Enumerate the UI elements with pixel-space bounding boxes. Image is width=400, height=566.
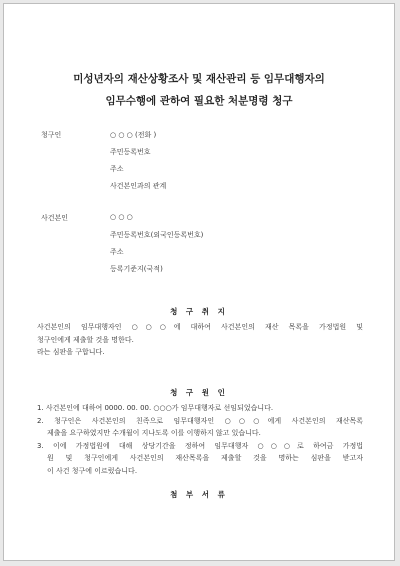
petitioner-address: 주소: [110, 165, 124, 173]
subject-name: ○ ○ ○: [110, 213, 133, 221]
subject-rrn: 주민등록번호(외국인등록번호): [110, 231, 204, 239]
document-title-line1: 미성년자의 재산상황조사 및 재산관리 등 임무대행자의: [73, 73, 325, 85]
cause-item-3-line-3: 이 사건 청구에 이르렀습니다.: [47, 466, 138, 475]
petitioner-label: 청구인: [41, 131, 62, 139]
cause-item-3-line-2: 원 및 청구인에게 사건본인의 재산목록을 제출할 것을 명하는 심판을 받고자: [47, 454, 363, 462]
subject-label: 사건본인: [41, 214, 69, 222]
cause-item-2-line-2: 제출을 요구하였지만 수개월이 지나도록 이를 이행하지 않고 있습니다.: [47, 429, 261, 437]
purpose-body: [37, 321, 363, 359]
cause-item-2-line-1: 2. 청구인은 사건본인의 친족으로 임무대행자인 ○○○에게 사건본인의 재산목록: [37, 416, 363, 425]
petitioner-relation: 사건본인과의 관계: [110, 182, 167, 190]
cause-item-3-line-1: 3. 이에 가정법원에 대해 상당기간을 정하여 임무대행자 ○○○로 하여금 가정법: [37, 441, 363, 450]
petitioner-name-phone: ○ ○ ○ (전화 ): [110, 131, 157, 139]
subject-address: 주소: [110, 248, 124, 256]
purpose-line-3: 라는 심판을 구합니다.: [37, 348, 105, 356]
attachments-heading: 첨 부 서 류: [170, 490, 228, 499]
document-title-line2: 임무수행에 관하여 필요한 처분명령 청구: [105, 95, 293, 107]
document-page: [3, 3, 395, 561]
purpose-line-2: 청구인에게 제출할 것을 명한다.: [37, 335, 134, 344]
purpose-heading: 청 구 취 지: [170, 307, 228, 316]
purpose-line-1: 사건본인의 임무대행자인 ○○○에 대하여 사건본인의 재산 목록을 가정법원 및: [37, 323, 363, 331]
subject-registry: 등록기준지(국적): [110, 265, 163, 273]
cause-heading: 청 구 원 인: [170, 388, 228, 397]
petitioner-rrn: 주민등록번호: [110, 148, 151, 156]
cause-item-1: 1. 사건본인에 대하여 0000. 00. 00. ○○○가 임무대행자로 선임되었습니다.: [37, 404, 274, 412]
cause-body: [37, 402, 363, 477]
